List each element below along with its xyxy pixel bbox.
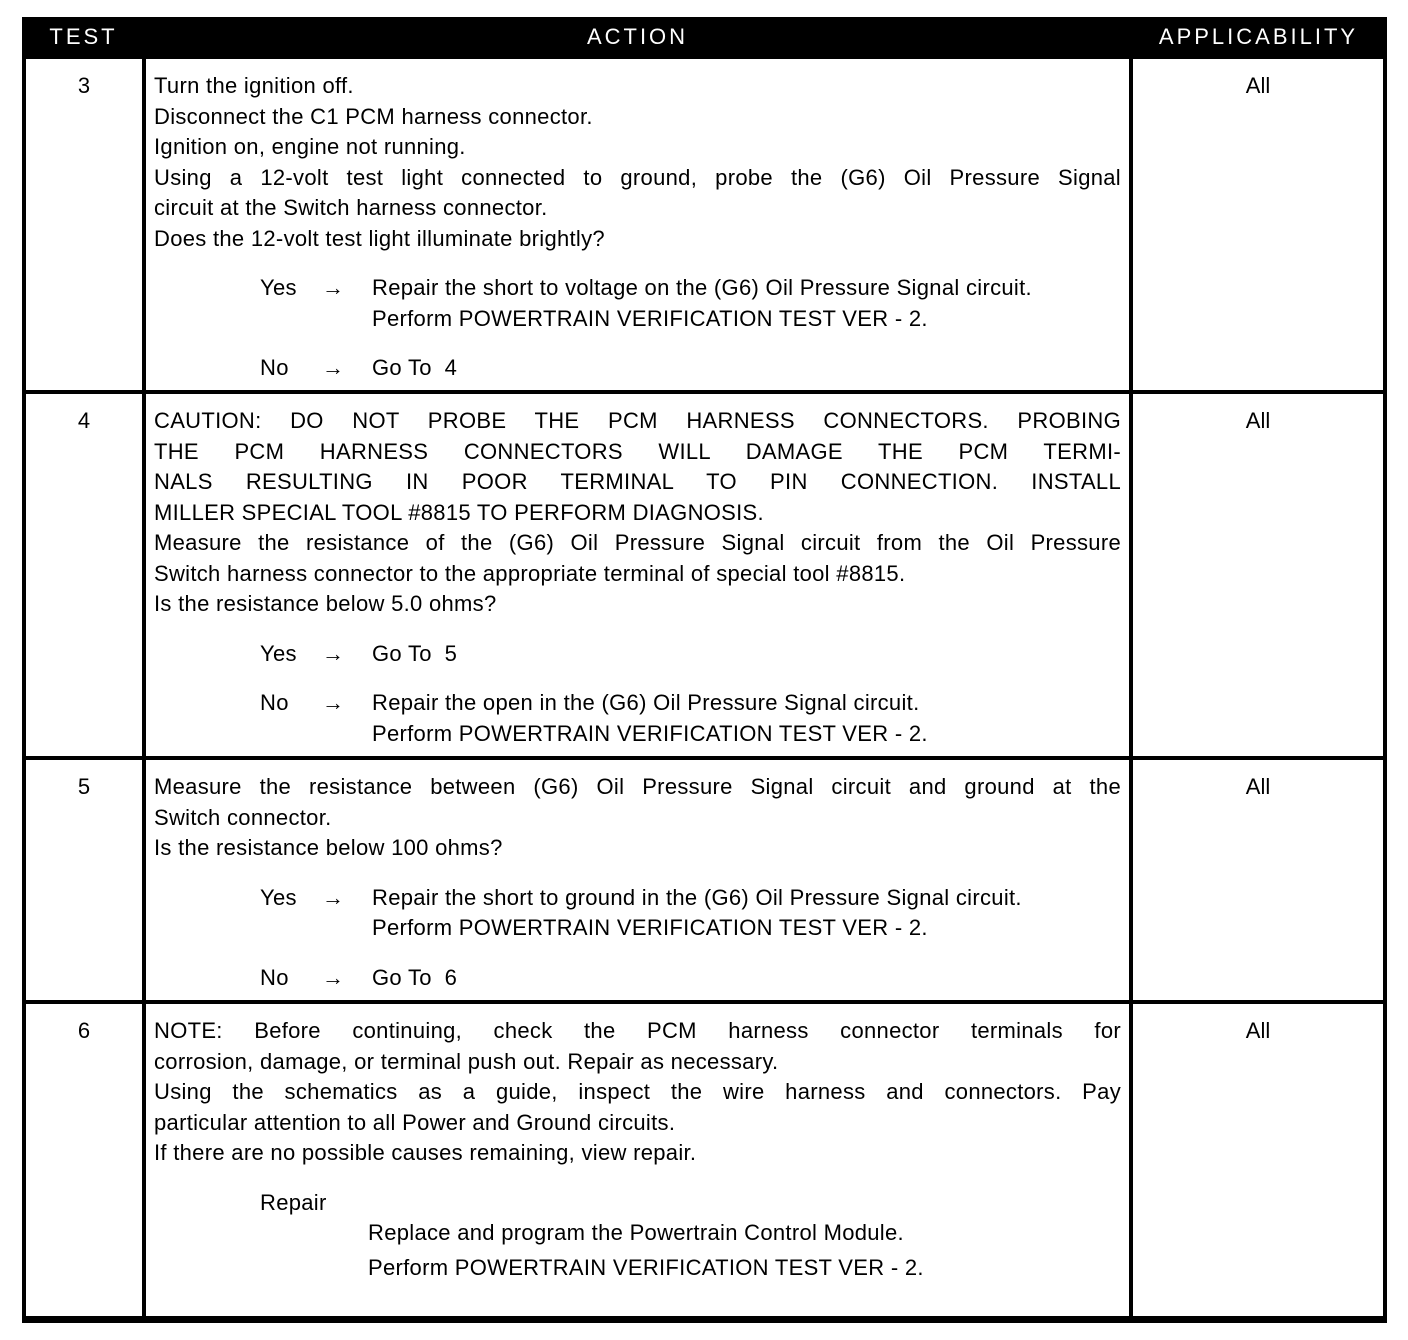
action-line: Turn the ignition off. (154, 73, 354, 98)
applicability-cell: All (1133, 760, 1383, 1000)
action-line: NALS RESULTING IN POOR TERMINAL TO PIN CONNECTION. INSTALL (154, 469, 1121, 494)
action-line: Using a 12-volt test light connected to ground, probe the (G6) Oil Pressure Signal (154, 164, 1121, 190)
header-test: TEST (49, 24, 118, 49)
yes-label: Yes (260, 640, 297, 666)
repair-label: Repair (260, 1189, 327, 1215)
arrow-icon: → (322, 275, 345, 300)
action-line: Is the resistance below 100 ohms? (154, 835, 503, 860)
arrow-icon: → (322, 964, 345, 990)
repair-steps (368, 1218, 1121, 1283)
action-line: Switch connector. (154, 804, 332, 830)
arrow-icon: → (322, 640, 345, 666)
no-result (260, 688, 1121, 749)
header-applicability: APPLICABILITY (1158, 24, 1359, 49)
yes-label: Yes (260, 884, 297, 910)
action-line: circuit at the Switch harness connector. (154, 195, 548, 220)
action-line: If there are no possible causes remaining, view repair. (154, 1140, 697, 1165)
action-line: Switch harness connector to the appropriate terminal of special tool #8815. (154, 560, 906, 586)
test-number: 5 (26, 760, 142, 1000)
header-action: ACTION (586, 24, 689, 49)
result-line: Perform POWERTRAIN VERIFICATION TEST VER - 2. (372, 305, 928, 331)
result-line: Perform POWERTRAIN VERIFICATION TEST VER - 2. (372, 915, 928, 940)
result-line: Go To 4 (372, 355, 458, 380)
no-result (260, 353, 1121, 384)
action-line: Is the resistance below 5.0 ohms? (154, 591, 497, 616)
test-number: 3 (26, 59, 142, 390)
action-line: Does the 12-volt test light illuminate brightly? (154, 225, 605, 251)
yes-result (260, 639, 1121, 670)
result-line: Go To 6 (372, 964, 458, 990)
action-line: Ignition on, engine not running. (154, 134, 466, 159)
test-number: 6 (26, 1004, 142, 1316)
action-cell (146, 1004, 1129, 1316)
arrow-icon: → (322, 690, 345, 715)
result-line: Perform POWERTRAIN VERIFICATION TEST VER - 2. (372, 720, 928, 746)
action-line: CAUTION: DO NOT PROBE THE PCM HARNESS CONNECTORS. PROBING (154, 408, 1121, 433)
arrow-icon: → (322, 355, 345, 380)
test-number: 4 (26, 394, 142, 756)
diagnostic-table (22, 17, 1387, 1323)
arrow-icon: → (322, 884, 345, 910)
action-line: Disconnect the C1 PCM harness connector. (154, 103, 593, 129)
yes-result (260, 883, 1121, 944)
repair-line: Replace and program the Powertrain Control Module. (368, 1220, 904, 1245)
no-result (260, 963, 1121, 994)
result-line: Repair the open in the (G6) Oil Pressure Signal circuit. (372, 690, 920, 715)
no-label: No (260, 964, 289, 990)
action-line: Measure the resistance of the (G6) Oil Pressure Signal circuit from the Oil Pressure (154, 530, 1121, 555)
result-line: Go To 5 (372, 640, 458, 666)
yes-label: Yes (260, 275, 297, 300)
action-line: THE PCM HARNESS CONNECTORS WILL DAMAGE THE PCM TERMI- (154, 438, 1121, 464)
action-line: corrosion, damage, or terminal push out. Repair as necessary. (154, 1048, 779, 1074)
action-line: Measure the resistance between (G6) Oil Pressure Signal circuit and ground at the (154, 774, 1121, 799)
action-line: particular attention to all Power and Ground circuits. (154, 1109, 676, 1135)
no-label: No (260, 355, 289, 380)
action-cell (146, 760, 1129, 1000)
applicability-cell: All (1133, 394, 1383, 756)
action-cell (146, 394, 1129, 756)
applicability-cell: All (1133, 1004, 1383, 1316)
result-line: Repair the short to voltage on the (G6) Oil Pressure Signal circuit. (372, 275, 1032, 300)
action-line: NOTE: Before continuing, check the PCM harness connector terminals for (154, 1018, 1121, 1043)
action-line: MILLER SPECIAL TOOL #8815 TO PERFORM DIAGNOSIS. (154, 499, 764, 525)
action-line: Using the schematics as a guide, inspect the wire harness and connectors. Pay (154, 1079, 1121, 1104)
applicability-cell: All (1133, 59, 1383, 390)
action-cell (146, 59, 1129, 390)
repair-line: Perform POWERTRAIN VERIFICATION TEST VER - 2. (368, 1254, 924, 1280)
yes-result (260, 273, 1121, 334)
result-line: Repair the short to ground in the (G6) Oil Pressure Signal circuit. (372, 884, 1022, 910)
no-label: No (260, 690, 289, 715)
